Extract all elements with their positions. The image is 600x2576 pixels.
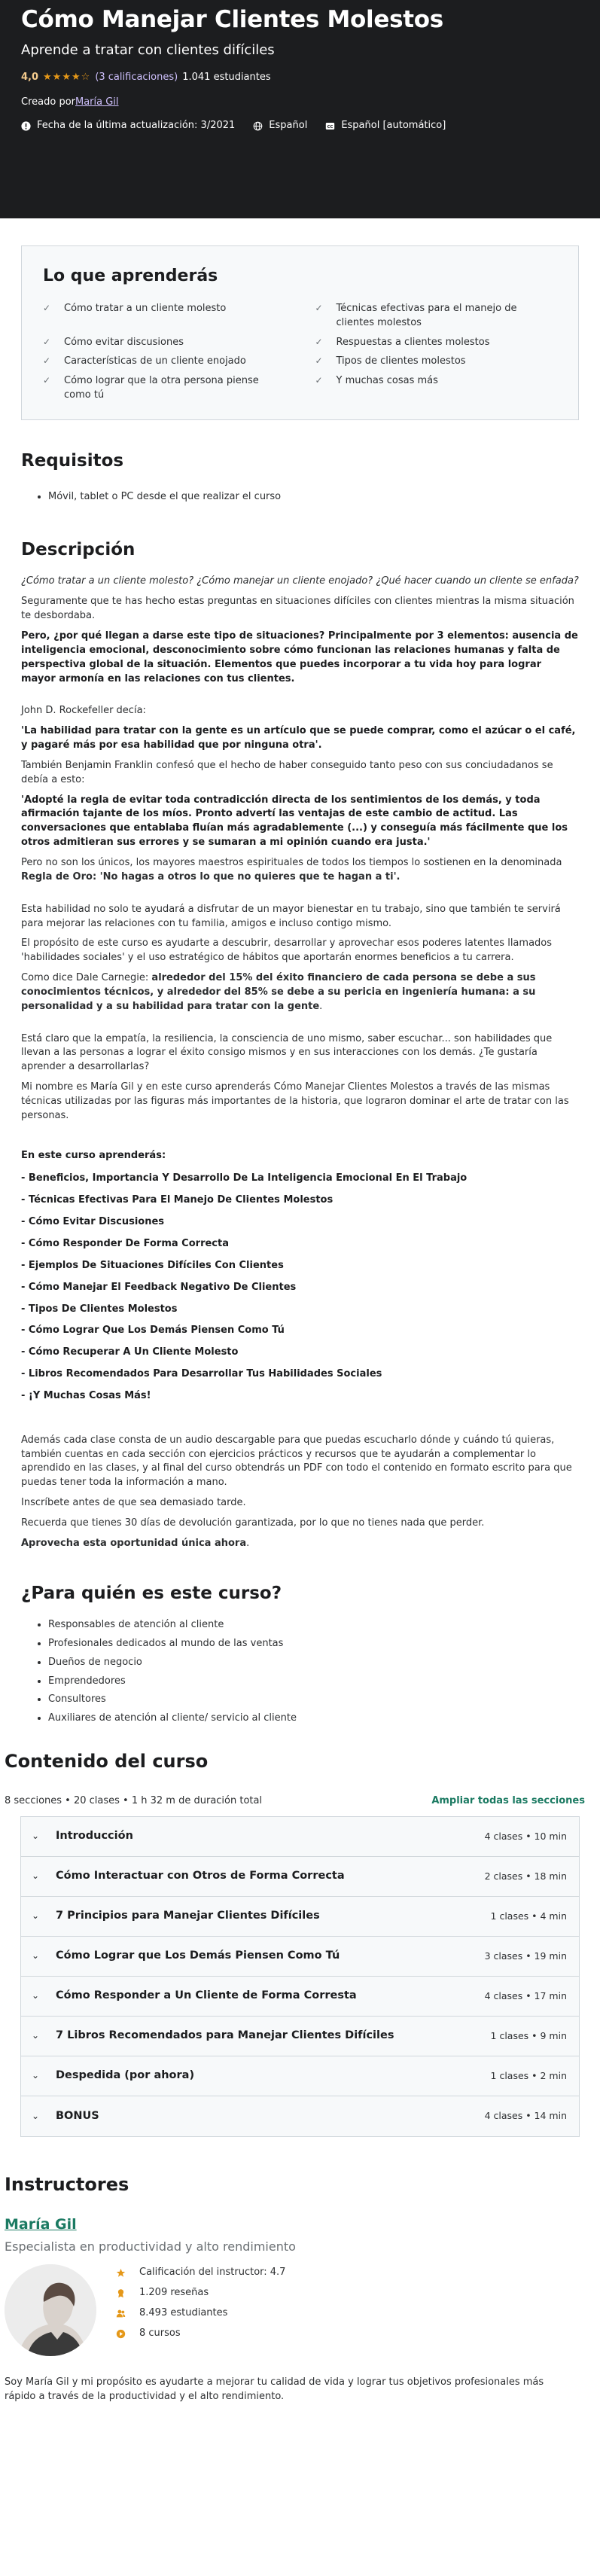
last-updated: Fecha de la última actualización: 3/2021 bbox=[21, 119, 235, 133]
content-summary: 8 secciones • 20 clases • 1 h 32 m de duración total bbox=[5, 1794, 263, 1806]
requirement-item: • Móvil, tablet o PC desde el que realizar el curso bbox=[48, 490, 579, 505]
course-header bbox=[0, 0, 600, 218]
audience-section bbox=[21, 1581, 579, 1726]
description-paragraph: Además cada clase consta de un audio descargable para que puedas escucharlo dónde y cuándo tú quieras, también cuentas en cada sección con ejercicios prácticos y recursos que te ayudarán a complementar lo aprendido en las clases, y al final del curso obtendrás un PDF con todo el contenido en formato escrito para que puedas tener toda la información a mano. bbox=[21, 1434, 572, 1489]
check-icon: ✓ bbox=[315, 336, 323, 347]
rating-row bbox=[21, 71, 579, 85]
learn-item: ✓ Cómo tratar a un cliente molesto bbox=[43, 302, 285, 331]
topic-item: - Técnicas Efectivas Para El Manejo De Clientes Molestos bbox=[21, 1194, 334, 1206]
quote-franklin: 'Adopté la regla de evitar toda contradicción directa de los sentimientos de los demás, y toda afirmación tajante de los míos. Pronto advertí las ventajas de este cambio de actitud. Las conversaciones que entablaba fluían más agradablemente (...) y conseguía más fácilmente que los otros admitieran sus errores y se sumaran a mi opinión cuando era justa.' bbox=[21, 794, 568, 849]
chevron-down-icon: ⌄ bbox=[32, 1870, 40, 1882]
instructor-stat: 1.209 reseñas bbox=[116, 2286, 285, 2300]
course-language: Español bbox=[253, 119, 307, 133]
learn-list bbox=[43, 302, 557, 403]
learn-item: ✓ Y muchas cosas más bbox=[315, 374, 558, 403]
users-icon bbox=[116, 2309, 126, 2318]
description-paragraph: Aprovecha esta oportunidad única ahora. bbox=[21, 1537, 250, 1549]
students-count: 1.041 estudiantes bbox=[182, 72, 271, 84]
audience-list bbox=[21, 1618, 579, 1726]
curriculum-section-row[interactable]: ⌄ Cómo Lograr que Los Demás Piensen Como Tú 3 clases • 19 min bbox=[21, 1937, 579, 1977]
description-paragraph: ¿Cómo tratar a un cliente molesto? ¿Cómo manejar un cliente enojado? ¿Qué hacer cuando un cliente se enfada? bbox=[21, 575, 579, 587]
learn-title: Lo que aprenderás bbox=[43, 267, 218, 285]
course-meta bbox=[21, 119, 579, 133]
chevron-down-icon: ⌄ bbox=[32, 2110, 40, 2121]
description-paragraph: Recuerda que tienes 30 días de devolución garantizada, por lo que no tienes nada que perder. bbox=[21, 1517, 485, 1529]
check-icon: ✓ bbox=[43, 355, 51, 367]
description-paragraph: Esta habilidad no solo te ayudará a disfrutar de un mayor bienestar en tu trabajo, sino que también te servirá para mejorar las relaciones con tu familia, amigos e incluso contigo mismo. bbox=[21, 903, 561, 929]
chevron-down-icon: ⌄ bbox=[32, 1831, 40, 1842]
curriculum-section-row[interactable]: ⌄ BONUS 4 clases • 14 min bbox=[21, 2096, 579, 2136]
learn-item: ✓ Cómo lograr que la otra persona piense como tú bbox=[43, 374, 285, 403]
topic-item: - Beneficios, Importancia Y Desarrollo De La Inteligencia Emocional En El Trabajo bbox=[21, 1172, 468, 1184]
chevron-down-icon: ⌄ bbox=[32, 1990, 40, 2001]
audience-title: ¿Para quién es este curso? bbox=[21, 1583, 282, 1603]
check-icon: ✓ bbox=[43, 302, 51, 313]
content-summary-row bbox=[5, 1794, 595, 1809]
curriculum-section-row[interactable]: ⌄ Cómo Interactuar con Otros de Forma Correcta 2 clases • 18 min bbox=[21, 1857, 579, 1897]
check-icon: ✓ bbox=[315, 302, 323, 313]
description-paragraph: John D. Rockefeller decía: bbox=[21, 705, 146, 717]
check-icon: ✓ bbox=[315, 355, 323, 367]
check-icon: ✓ bbox=[43, 375, 51, 386]
topic-item: - ¡Y Muchas Cosas Más! bbox=[21, 1389, 151, 1401]
author-link[interactable]: María Gil bbox=[75, 96, 119, 108]
star-icon bbox=[116, 2268, 126, 2278]
quote-rockefeller: 'La habilidad para tratar con la gente es un artículo que se puede comprar, como el azúcar o el café, y pagaré más por esa habilidad que por ninguna otra'. bbox=[21, 725, 576, 751]
description-paragraph: Como dice Dale Carnegie: alrededor del 15% del éxito financiero de cada persona se debe a sus conocimientos técnicos, y alrededor del 85% se debe a su pericia en ingeniería humana: a su personalidad y a su habilidad para tratar con la gente. bbox=[21, 972, 536, 1012]
learn-item: ✓ Respuestas a clientes molestos bbox=[315, 336, 558, 350]
check-icon: ✓ bbox=[43, 336, 51, 347]
course-subtitle: Aprende a tratar con clientes difíciles bbox=[21, 42, 275, 59]
instructors-title: Instructores bbox=[5, 2173, 129, 2195]
description-paragraph: Mi nombre es María Gil y en este curso aprenderás Cómo Manejar Clientes Molestos a través de las mismas técnicas utilizadas por las figuras más importantes de la historia, que lograron dominar el arte de tratar con las personas. bbox=[21, 1081, 569, 1121]
learn-item: ✓ Tipos de clientes molestos bbox=[315, 355, 558, 369]
description-paragraph: Está claro que la empatía, la resiliencia, la consciencia de uno mismo, saber escuchar... son habilidades que llevan a las personas a lograr el éxito consigo mismos y en sus interacciones con los demás. ¿Te gustaría aprender a desarrollarlas? bbox=[21, 1032, 553, 1073]
audience-item: • Auxiliares de atención al cliente/ servicio al cliente bbox=[48, 1712, 579, 1726]
instructor-stat: Calificación del instructor: 4.7 bbox=[116, 2266, 285, 2280]
instructor-stat: 8 cursos bbox=[116, 2327, 285, 2341]
course-captions: CC Español [automático] bbox=[325, 119, 446, 133]
chevron-down-icon: ⌄ bbox=[32, 2070, 40, 2081]
description-paragraph: Inscríbete antes de que sea demasiado tarde. bbox=[21, 1497, 246, 1509]
requirements-section bbox=[21, 449, 579, 505]
topic-item: - Ejemplos De Situaciones Difíciles Con Clientes bbox=[21, 1259, 284, 1271]
topics-heading: En este curso aprenderás: bbox=[21, 1149, 166, 1161]
svg-text:CC: CC bbox=[327, 124, 334, 130]
instructor-avatar[interactable] bbox=[5, 2264, 96, 2356]
learn-item: ✓ Técnicas efectivas para el manejo de clientes molestos bbox=[315, 302, 558, 331]
description-paragraph: Pero, ¿por qué llegan a darse este tipo de situaciones? Principalmente por 3 elementos: ausencia de inteligencia emocional, desconocimiento sobre cómo funcionan las relaciones humanas y falta de perspectiva global de la situación. Elementos que puedes incorporar a tu vida hoy para lograr mayor armonía en las relaciones con tus clientes. bbox=[21, 630, 578, 684]
rating-stars-icon: ★★★★☆ bbox=[43, 72, 91, 84]
audience-item: • Dueños de negocio bbox=[48, 1656, 579, 1670]
curriculum-section-row[interactable]: ⌄ Cómo Responder a Un Cliente de Forma Corresta 4 clases • 17 min bbox=[21, 1977, 579, 2017]
description-paragraph: Pero no son los únicos, los mayores maestros espirituales de todos los tiempos lo sostienen en la denominada Regla de Oro: 'No hagas a otros lo que no quieres que te hagan a ti'. bbox=[21, 856, 562, 883]
description-section bbox=[21, 538, 579, 1551]
rating-value: 4,0 bbox=[21, 72, 39, 84]
instructor-stats bbox=[116, 2264, 285, 2356]
topic-item: - Tipos De Clientes Molestos bbox=[21, 1303, 178, 1315]
description-paragraph: También Benjamin Franklin confesó que el hecho de haber conseguido tanto peso con sus conciudadanos se debía a esto: bbox=[21, 759, 553, 785]
chevron-down-icon: ⌄ bbox=[32, 1910, 40, 1922]
check-icon: ✓ bbox=[315, 375, 323, 386]
curriculum-accordion bbox=[20, 1816, 580, 2137]
instructor-headline: Especialista en productividad y alto rendimiento bbox=[5, 2239, 296, 2254]
audience-item: • Consultores bbox=[48, 1693, 579, 1707]
topic-item: - Cómo Responder De Forma Correcta bbox=[21, 1238, 229, 1250]
description-title: Descripción bbox=[21, 540, 136, 560]
audience-item: • Responsables de atención al cliente bbox=[48, 1618, 579, 1632]
topic-item: - Libros Recomendados Para Desarrollar Tus Habilidades Sociales bbox=[21, 1368, 382, 1380]
play-icon bbox=[116, 2329, 126, 2339]
instructor-name-link[interactable]: María Gil bbox=[5, 2215, 77, 2233]
chevron-down-icon: ⌄ bbox=[32, 1950, 40, 1962]
content-title: Contenido del curso bbox=[5, 1751, 209, 1773]
curriculum-section-row[interactable]: ⌄ 7 Principios para Manejar Clientes Difíciles 1 clases • 4 min bbox=[21, 1897, 579, 1937]
topic-item: - Cómo Lograr Que Los Demás Piensen Como Tú bbox=[21, 1325, 285, 1337]
learn-item: ✓ Características de un cliente enojado bbox=[43, 355, 285, 369]
topic-item: - Cómo Recuperar A Un Cliente Molesto bbox=[21, 1346, 239, 1358]
closed-caption-icon bbox=[325, 121, 335, 131]
requirements-title: Requisitos bbox=[21, 450, 124, 471]
requirements-list bbox=[21, 490, 579, 505]
curriculum-section-row[interactable]: ⌄ Despedida (por ahora) 1 clases • 2 min bbox=[21, 2056, 579, 2096]
learn-item: ✓ Cómo evitar discusiones bbox=[43, 336, 285, 350]
chevron-down-icon: ⌄ bbox=[32, 2030, 40, 2041]
course-content-section bbox=[5, 1748, 595, 2137]
curriculum-section-row[interactable]: ⌄ Introducción 4 clases • 10 min bbox=[21, 1817, 579, 1857]
instructor-card bbox=[5, 2264, 595, 2356]
created-by bbox=[21, 96, 579, 110]
rating-count-link[interactable]: (3 calificaciones) bbox=[95, 72, 178, 84]
instructor-bio: Soy María Gil y mi propósito es ayudarte a mejorar tu calidad de vida y lograr tus objetivos profesionales más rápido a través de la productividad y el alto rendimiento. bbox=[5, 2376, 544, 2403]
curriculum-section-row[interactable]: ⌄ 7 Libros Recomendados para Manejar Clientes Difíciles 1 clases • 9 min bbox=[21, 2017, 579, 2056]
course-title: Cómo Manejar Clientes Molestos bbox=[21, 6, 443, 33]
instructors-section bbox=[5, 2172, 595, 2404]
audience-item: • Emprendedores bbox=[48, 1675, 579, 1689]
created-by-label: Creado por bbox=[21, 96, 75, 108]
award-icon bbox=[116, 2288, 126, 2298]
description-paragraph: Seguramente que te has hecho estas preguntas en situaciones difíciles con clientes mientras la misma situación te desbordaba. bbox=[21, 596, 574, 622]
topic-item: - Cómo Evitar Discusiones bbox=[21, 1216, 165, 1228]
what-you-will-learn bbox=[21, 245, 579, 420]
description-paragraph: El propósito de este curso es ayudarte a descubrir, desarrollar y aprovechar esos poderes latentes llamados 'habilidades sociales' y el uso estratégico de hábitos que aportarán enormes beneficios a tu carrera. bbox=[21, 937, 553, 964]
globe-icon bbox=[253, 121, 263, 131]
audience-item: • Profesionales dedicados al mundo de las ventas bbox=[48, 1637, 579, 1651]
alert-badge-icon bbox=[21, 121, 31, 131]
instructor-stat: 8.493 estudiantes bbox=[116, 2306, 285, 2321]
topic-item: - Cómo Manejar El Feedback Negativo De Clientes bbox=[21, 1281, 297, 1293]
expand-all-button[interactable]: Ampliar todas las secciones bbox=[431, 1794, 585, 1806]
